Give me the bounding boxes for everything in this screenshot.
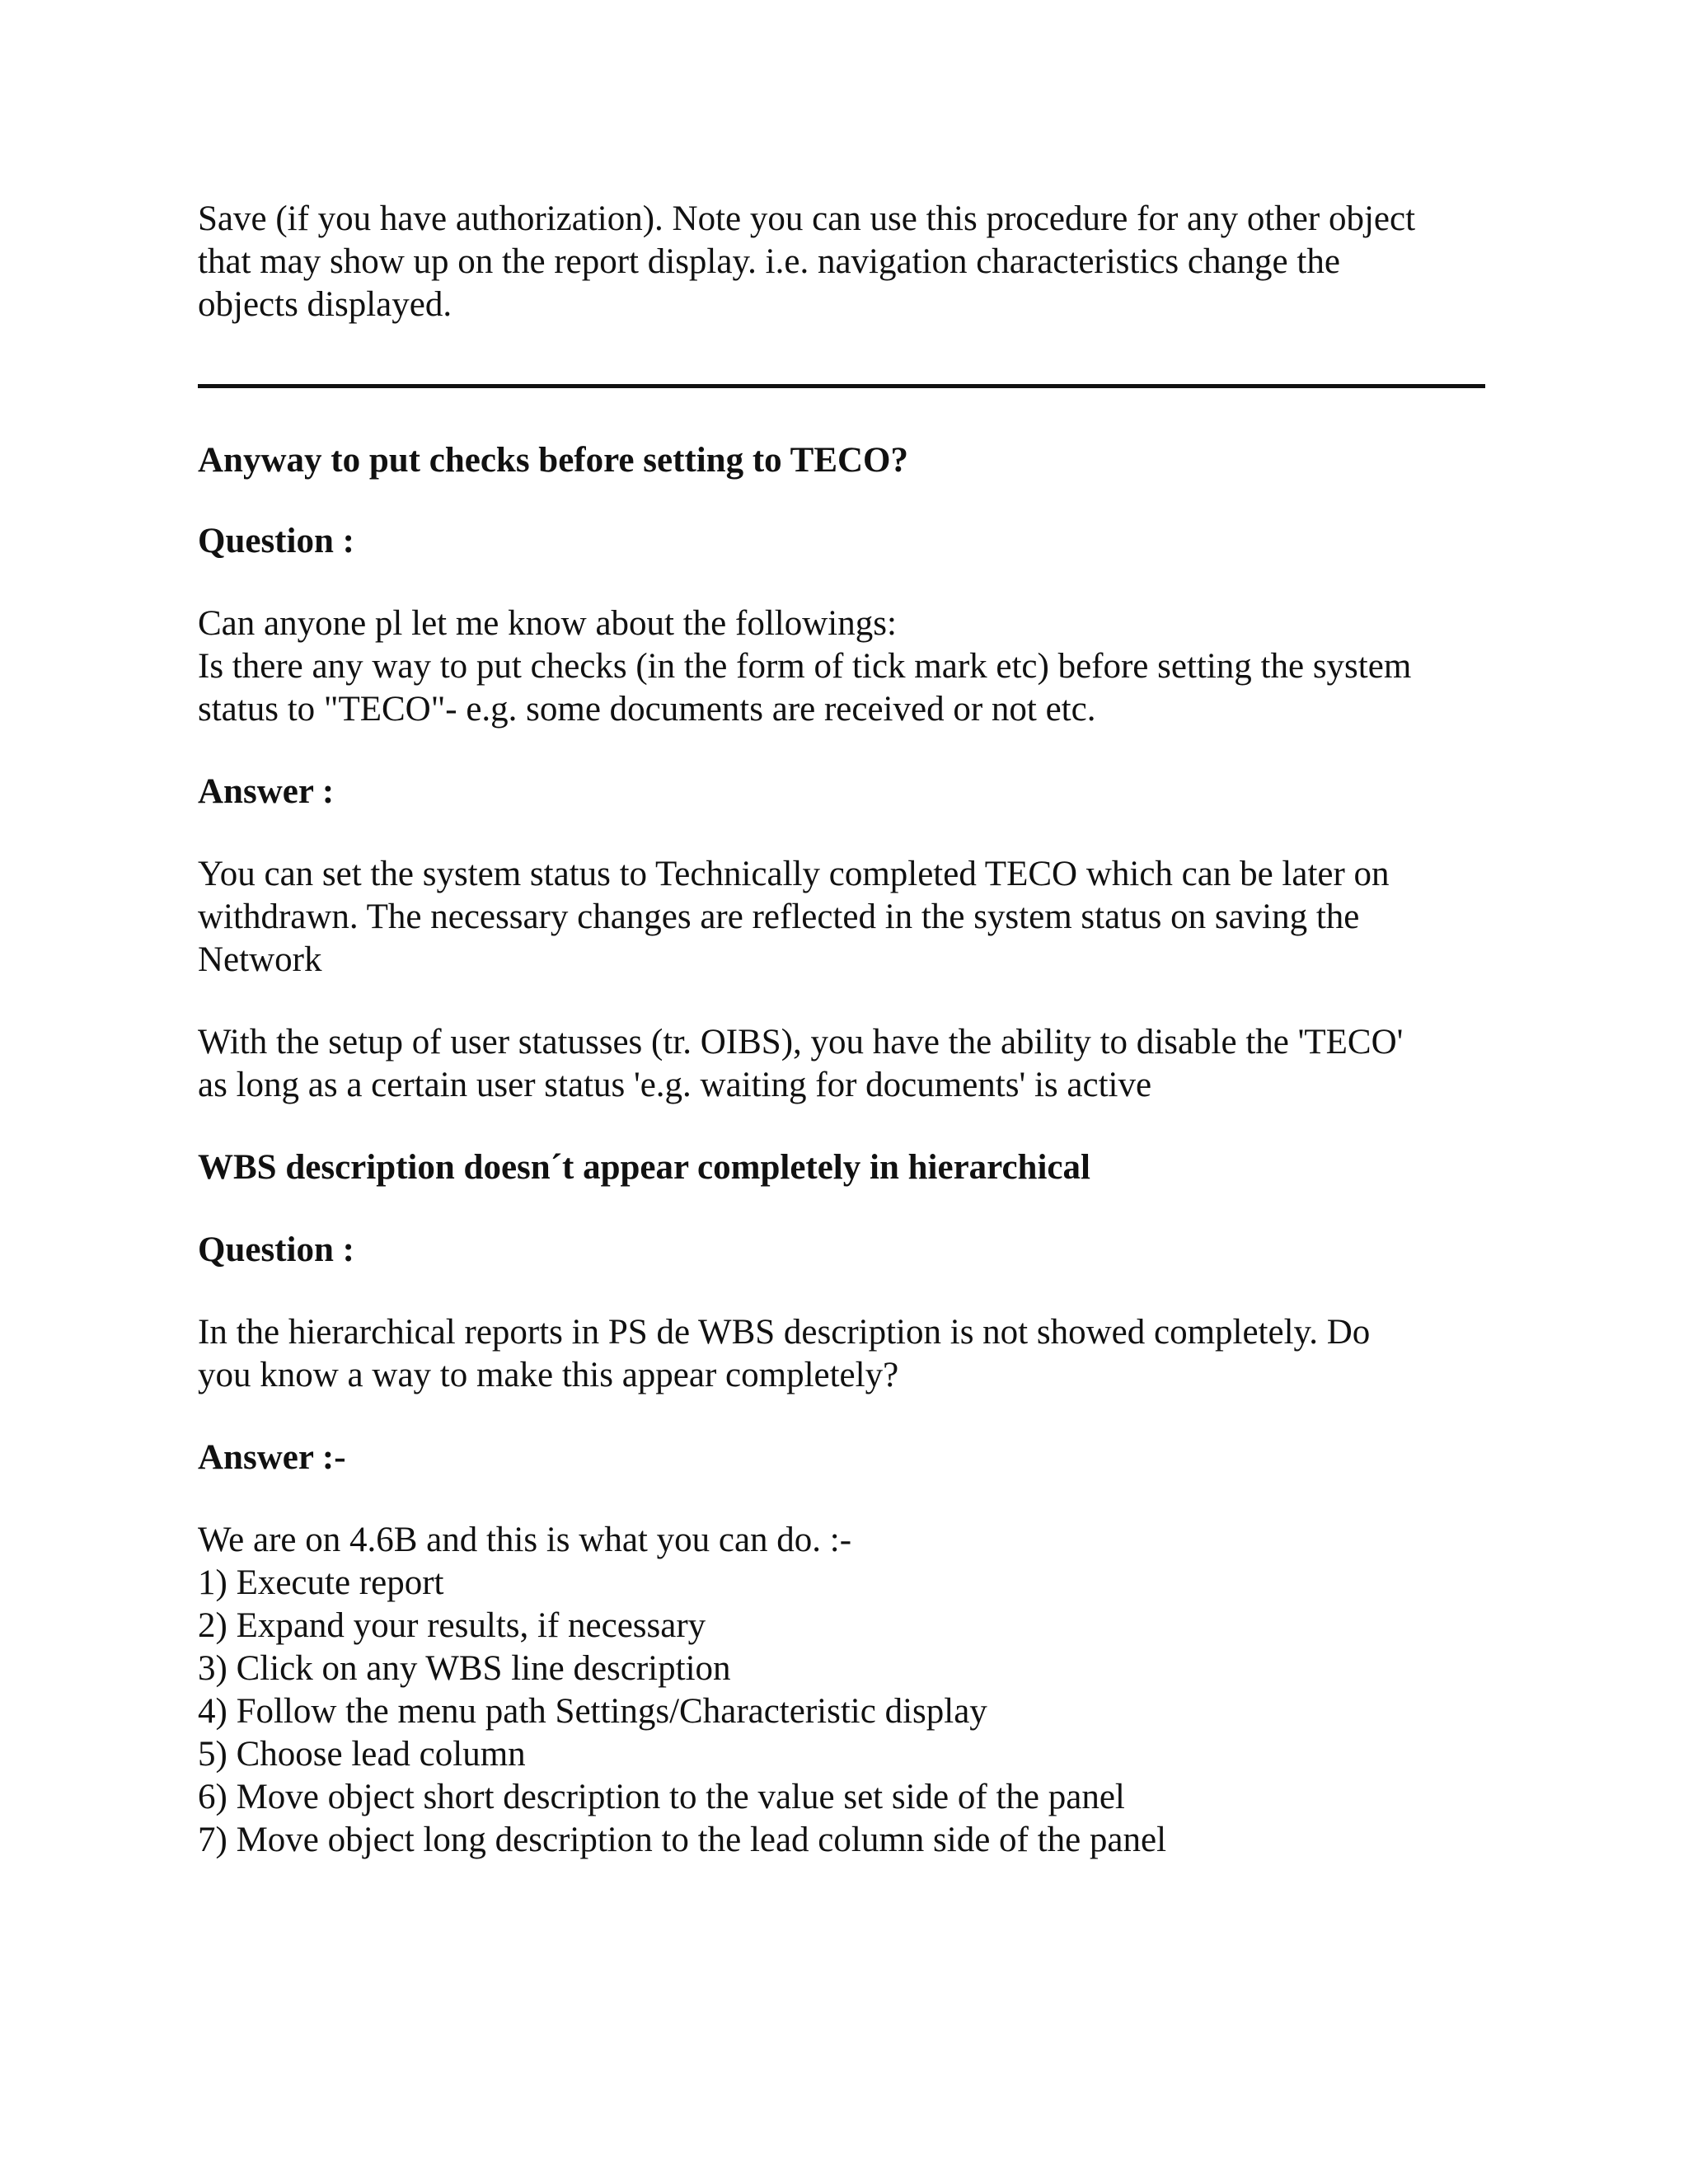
list-item: 1) Execute report bbox=[198, 1563, 444, 1602]
question-line: Can anyone pl let me know about the followings: bbox=[198, 604, 897, 643]
answer-label: Answer :- bbox=[198, 1438, 346, 1477]
list-item: 4) Follow the menu path Settings/Characteristic display bbox=[198, 1692, 987, 1731]
horizontal-divider bbox=[198, 384, 1485, 388]
question-line: Is there any way to put checks (in the form of tick mark etc) before setting the system bbox=[198, 647, 1412, 686]
answer-text bbox=[198, 1021, 1484, 1107]
answer-label: Answer : bbox=[198, 772, 335, 811]
answer-line: We are on 4.6B and this is what you can do. :- bbox=[198, 1521, 852, 1559]
list-item: 7) Move object long description to the lead column side of the panel bbox=[198, 1821, 1167, 1859]
answer-line: With the setup of user statusses (tr. OIBS), you have the ability to disable the 'TECO' bbox=[198, 1023, 1404, 1062]
list-item: 5) Choose lead column bbox=[198, 1735, 526, 1774]
answer-line: withdrawn. The necessary changes are reflected in the system status on saving the bbox=[198, 898, 1360, 936]
list-item: 6) Move object short description to the value set side of the panel bbox=[198, 1778, 1125, 1816]
answer-text bbox=[198, 1519, 1484, 1862]
answer-text bbox=[198, 853, 1484, 982]
answer-line: as long as a certain user status 'e.g. waiting for documents' is active bbox=[198, 1066, 1152, 1104]
list-item: 3) Click on any WBS line description bbox=[198, 1649, 731, 1688]
answer-line: You can set the system status to Technically completed TECO which can be later on bbox=[198, 855, 1390, 893]
intro-line: Save (if you have authorization). Note you can use this procedure for any other object bbox=[198, 199, 1416, 238]
question-line: In the hierarchical reports in PS de WBS description is not showed completely. Do bbox=[198, 1313, 1371, 1352]
question-line: status to "TECO"- e.g. some documents are received or not etc. bbox=[198, 690, 1096, 729]
answer-line: Network bbox=[198, 940, 322, 979]
intro-line: that may show up on the report display. i.e. navigation characteristics change the bbox=[198, 242, 1340, 281]
section-title: WBS description doesn´t appear completely in hierarchical bbox=[198, 1148, 1090, 1187]
section-title: Anyway to put checks before setting to TECO? bbox=[198, 441, 908, 480]
question-line: you know a way to make this appear completely? bbox=[198, 1356, 899, 1394]
list-item: 2) Expand your results, if necessary bbox=[198, 1606, 706, 1645]
question-label: Question : bbox=[198, 1230, 354, 1269]
question-text bbox=[198, 602, 1484, 731]
intro-line: objects displayed. bbox=[198, 285, 452, 324]
question-label: Question : bbox=[198, 522, 354, 560]
document-page bbox=[198, 198, 1484, 1862]
question-text bbox=[198, 1311, 1484, 1397]
intro-paragraph bbox=[198, 198, 1484, 326]
